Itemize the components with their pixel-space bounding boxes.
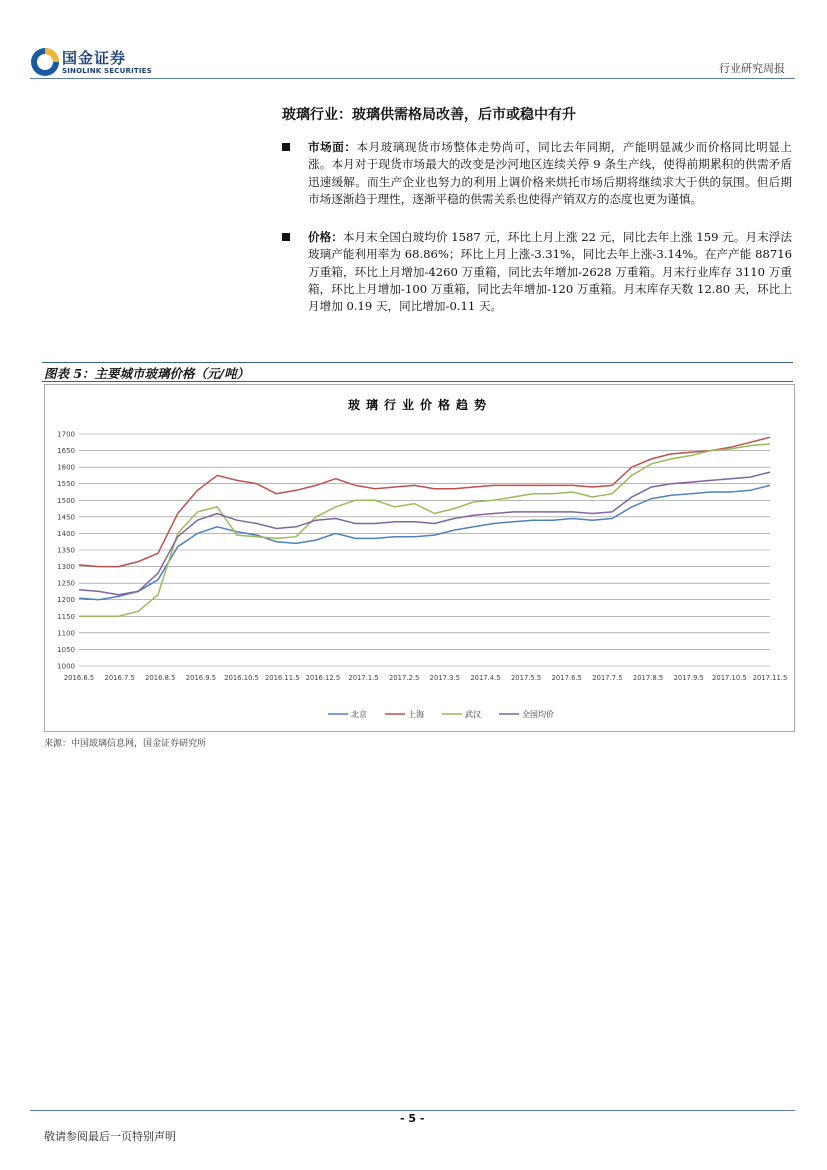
series-line — [79, 437, 770, 566]
x-tick-label: 2016.8.5 — [145, 674, 176, 682]
y-tick-label: 1200 — [57, 596, 75, 605]
company-logo-icon — [30, 47, 60, 77]
bullet-label: 价格： — [308, 230, 343, 244]
bullet-price — [282, 229, 792, 315]
figure-source: 来源：中国玻璃信息网，国金证券研究所 — [44, 739, 207, 749]
x-tick-label: 2016.7.5 — [104, 674, 135, 682]
y-tick-label: 1550 — [57, 480, 75, 489]
x-tick-label: 2017.4.5 — [470, 674, 501, 682]
legend-label: 武汉 — [465, 710, 481, 719]
figure-title: 图表 5：主要城市玻璃价格（元/吨） — [44, 366, 250, 381]
y-tick-label: 1650 — [57, 447, 75, 456]
y-tick-label: 1600 — [57, 463, 75, 472]
x-tick-label: 2017.8.5 — [632, 674, 664, 682]
legend-label: 上海 — [408, 710, 424, 719]
y-tick-label: 1350 — [57, 546, 75, 555]
figure-top-rule — [42, 362, 793, 363]
x-tick-label: 2017.2.5 — [389, 674, 420, 682]
y-tick-label: 1400 — [57, 529, 75, 538]
x-tick-label: 2016.12.5 — [305, 674, 341, 682]
y-tick-label: 1050 — [57, 645, 75, 654]
section-headline: 玻璃行业：玻璃供需格局改善，后市或稳中有升 — [282, 107, 576, 123]
series-line — [79, 444, 770, 616]
footer-divider — [30, 1110, 795, 1111]
logo-text-cn: 国金证券 — [62, 49, 127, 67]
figure-title-rule — [42, 381, 793, 382]
bullet-text: 本月末全国白玻均价 1587 元，环比上月上涨 22 元，同比去年上涨 159 元。月末浮法玻璃产能利用率为 68.86%；环比上月上涨-3.31%，同比去年上涨-3.14%。在产产能 88716 万重箱，环比上月增加-4260 万重箱，同比去年增加-2628 万重箱。月末行业库存 3110 万重箱，环比上月增加-100 万重箱，同比去年增加-120 万重箱。月末库存天数 12.80 天，环比上月增加 0.19 天，同比增加-0.11 天。 — [308, 230, 792, 314]
y-tick-label: 1250 — [57, 579, 75, 588]
y-tick-label: 1500 — [57, 496, 75, 505]
logo-text-en: SINOLINK SECURITIES — [62, 67, 152, 75]
bullet-label: 市场面： — [308, 140, 357, 154]
footer-disclaimer: 敬请参阅最后一页特别声明 — [44, 1130, 176, 1143]
header-divider — [30, 78, 795, 79]
legend-label: 北京 — [351, 710, 367, 719]
bullet-market — [282, 139, 792, 208]
x-tick-label: 2017.9.5 — [673, 674, 704, 682]
chart-title: 玻璃行业价格趋势 — [347, 398, 493, 412]
bullet-square-icon — [282, 143, 290, 151]
chart-svg — [45, 385, 794, 731]
page-number: - 5 - — [400, 1112, 425, 1125]
chart-grid — [79, 434, 770, 666]
y-tick-label: 1700 — [57, 430, 75, 439]
y-tick-label: 1150 — [57, 612, 75, 621]
x-tick-label: 2016.10.5 — [224, 674, 259, 682]
x-tick-label: 2016.9.5 — [185, 674, 217, 682]
bullet-text: 本月玻璃现货市场整体走势尚可，同比去年同期，产能明显减少而价格同比明显上涨。本月对于现货市场最大的改变是沙河地区连续关停 9 条生产线，使得前期累积的供需矛盾迅速缓解。而生产企业也努力的利用上调价格来烘托市场后期将继续求大于供的氛围。但后期市场逐渐趋于理性，逐渐平稳的供需关系也使得产销双方的态度也更为谨慎。 — [308, 140, 792, 206]
y-axis-ticks — [57, 431, 75, 671]
chart-series — [79, 437, 770, 616]
y-tick-label: 1300 — [57, 563, 75, 572]
x-tick-label: 2017.10.5 — [712, 674, 747, 682]
x-tick-label: 2017.7.5 — [592, 674, 623, 682]
legend-label: 全国均价 — [522, 710, 554, 719]
x-tick-label: 2016.6.5 — [63, 674, 95, 682]
x-tick-label: 2017.11.5 — [752, 674, 788, 682]
series-line — [79, 485, 770, 599]
chart-legend — [328, 709, 554, 719]
y-tick-label: 1000 — [57, 662, 75, 671]
x-axis-ticks — [64, 674, 787, 682]
x-tick-label: 2017.5.5 — [510, 674, 542, 682]
x-tick-label: 2016.11.5 — [264, 674, 300, 682]
price-trend-chart — [44, 384, 795, 732]
x-tick-label: 2017.1.5 — [348, 674, 379, 682]
report-type-label: 行业研究周报 — [719, 62, 785, 75]
x-tick-label: 2017.6.5 — [551, 674, 582, 682]
y-tick-label: 1450 — [57, 513, 75, 522]
bullet-square-icon — [282, 233, 290, 241]
x-tick-label: 2017.3.5 — [429, 674, 460, 682]
y-tick-label: 1100 — [57, 629, 75, 638]
